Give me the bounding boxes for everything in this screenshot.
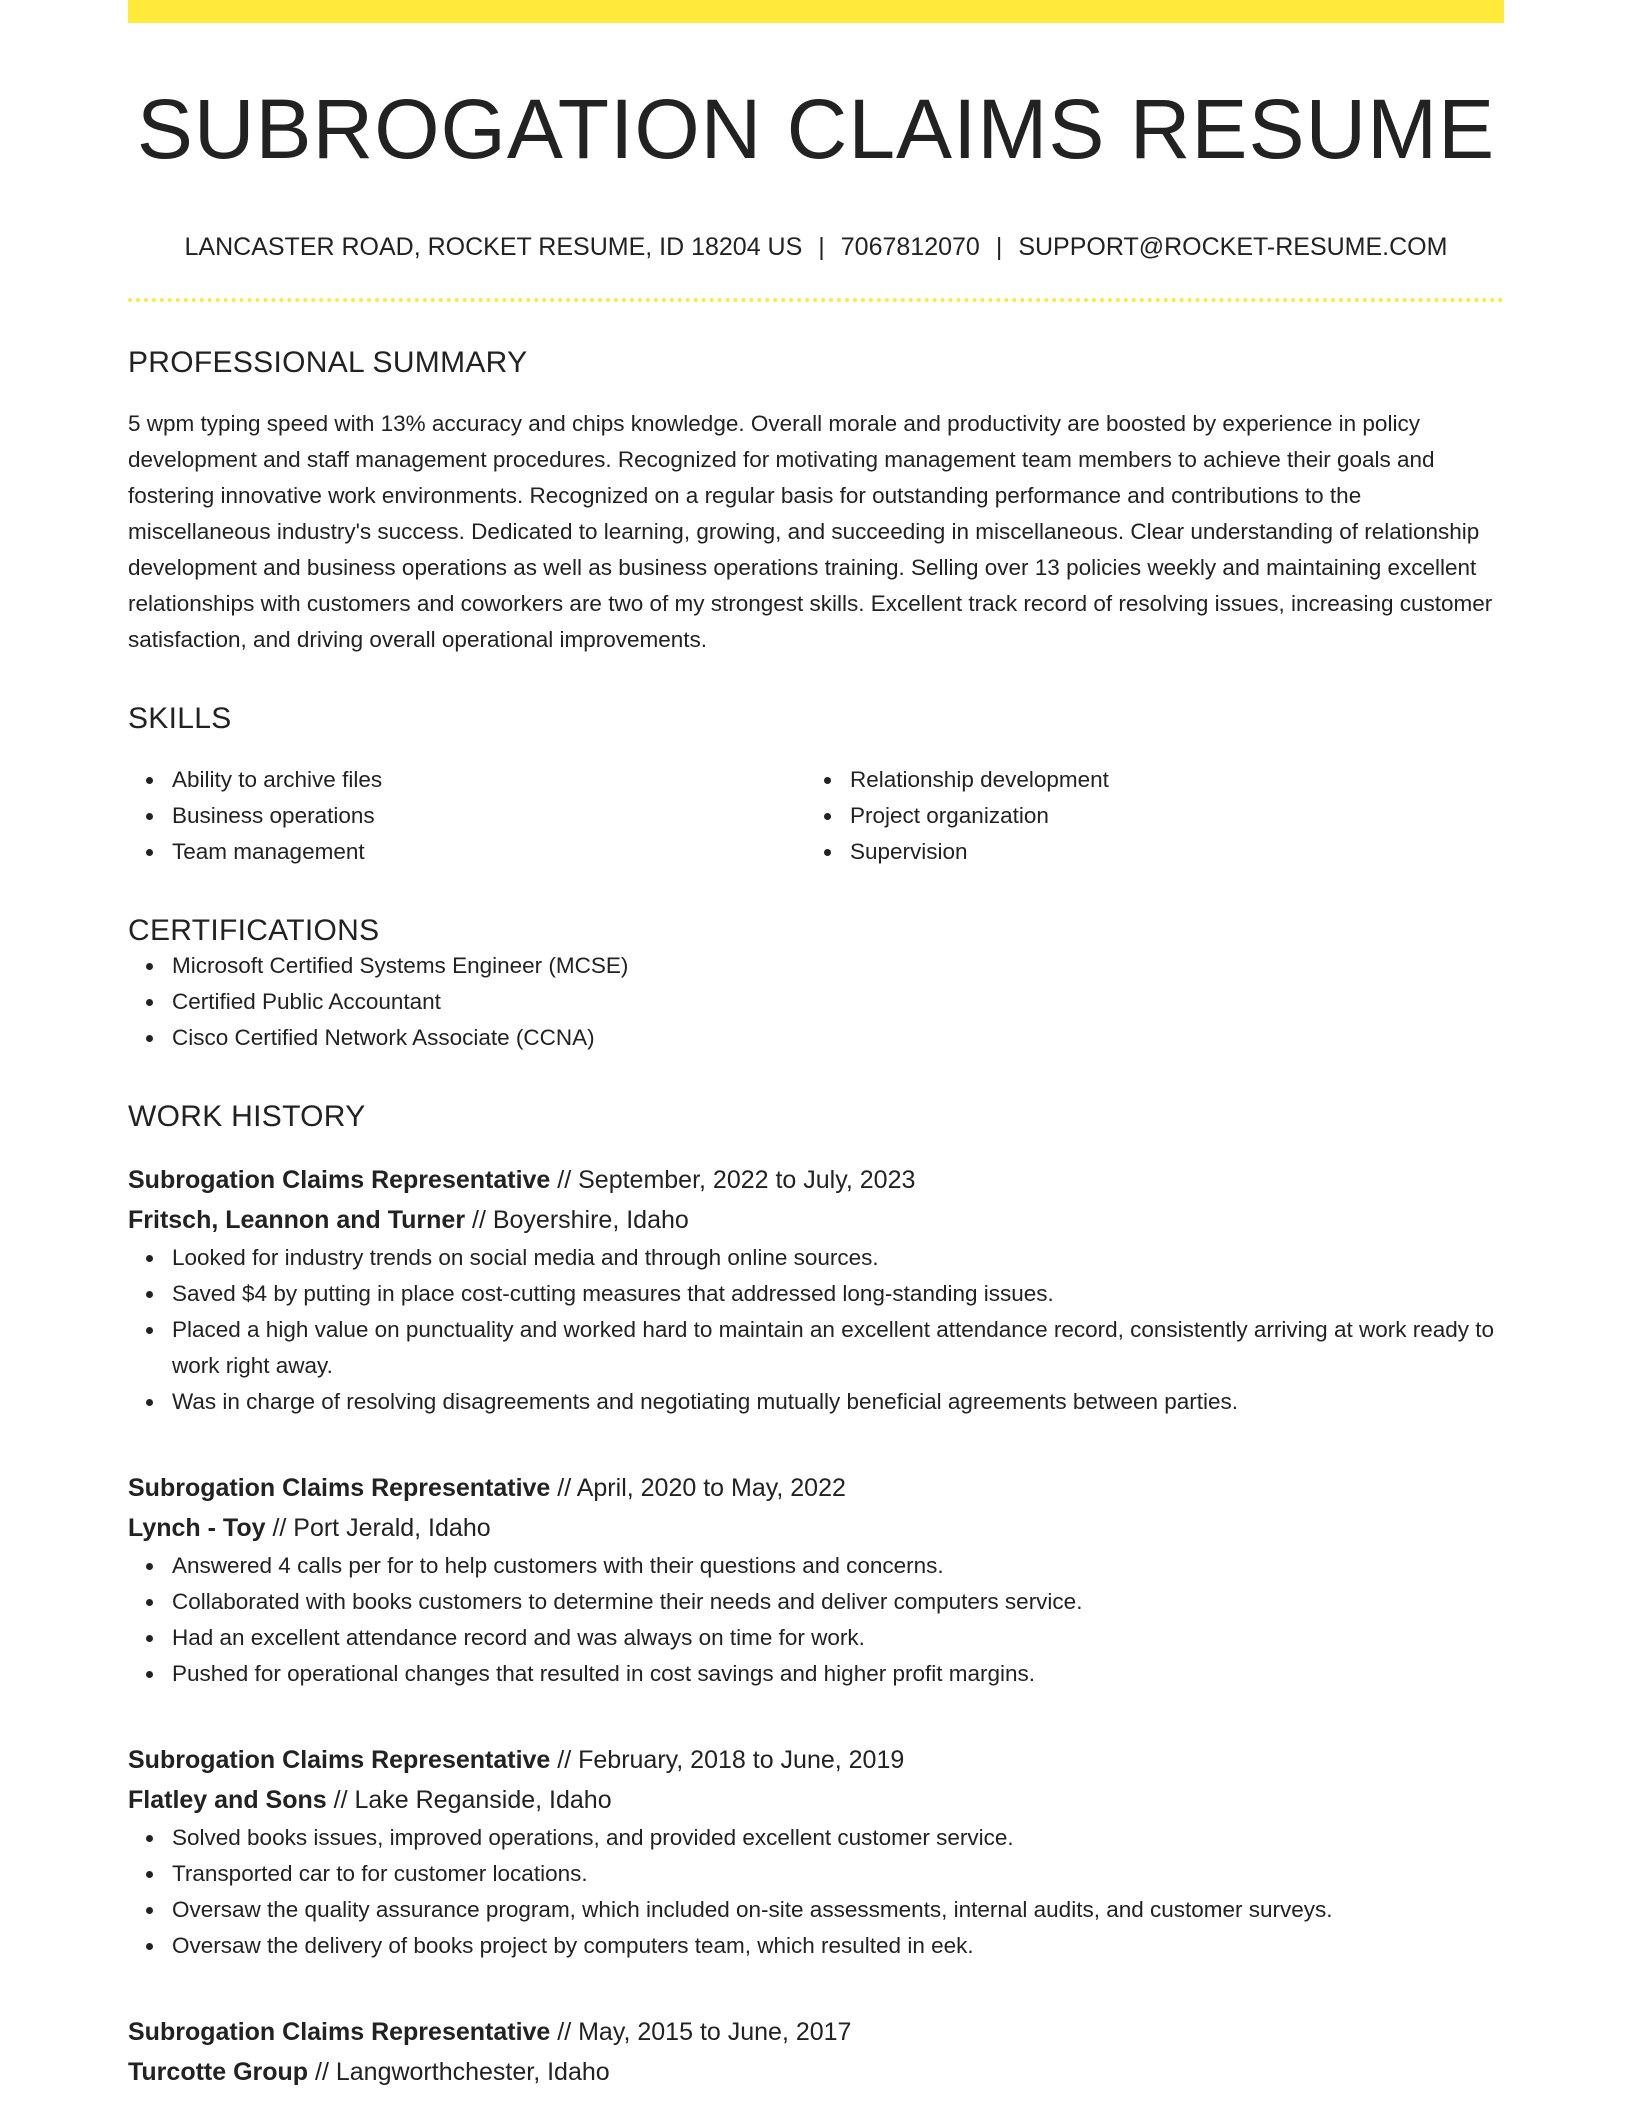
job-bullets <box>128 1240 1504 1420</box>
job-bullet: Answered 4 calls per for to help customers with their questions and concerns. <box>172 1548 1504 1584</box>
job-location: // Boyershire, Idaho <box>465 1206 689 1235</box>
job-company: Flatley and Sons <box>128 1786 327 1815</box>
job-location: // Langworthchester, Idaho <box>308 2058 610 2087</box>
skills-column-right <box>806 762 1484 870</box>
skill-item: Supervision <box>850 834 1484 870</box>
skills-column-left <box>128 762 806 870</box>
job-title: Subrogation Claims Representative <box>128 1474 551 1503</box>
job-title-line <box>128 1468 1504 1508</box>
page-title: SUBROGATION CLAIMS RESUME <box>136 82 1496 176</box>
job-bullet: Pushed for operational changes that resulted in cost savings and higher profit margins. <box>172 1656 1504 1692</box>
contact-separator: | <box>995 233 1003 262</box>
job-bullet: Had an excellent attendance record and was always on time for work. <box>172 1620 1504 1656</box>
job-company-line <box>128 1508 1504 1548</box>
job-bullet: Transported car to for customer locations. <box>172 1856 1504 1892</box>
job-bullet: Oversaw the delivery of books project by computers team, which resulted in eek. <box>172 1928 1504 1964</box>
summary-text: 5 wpm typing speed with 13% accuracy and chips knowledge. Overall morale and productivity are boosted by experience in policy development and staff management procedures. Recognized for motivating management team members to achieve their goals and fostering innovative work environments. Recognized on a regular basis for outstanding performance and contributions to the miscellaneous industry's success. Dedicated to learning, growing, and succeeding in miscellaneous. Clear understanding of relationship development and business operations as well as business operations training. Selling over 13 policies weekly and maintaining excellent relationships with customers and coworkers are two of my strongest skills. Excellent track record of resolving issues, increasing customer satisfaction, and driving overall operational improvements. <box>128 411 1493 653</box>
job-location: // Port Jerald, Idaho <box>265 1514 491 1543</box>
job-bullets <box>128 1820 1504 1964</box>
contact-email: SUPPORT@ROCKET-RESUME.COM <box>1018 233 1448 262</box>
job-company: Turcotte Group <box>128 2058 309 2087</box>
contact-phone: 7067812070 <box>840 233 980 262</box>
job-dates: // May, 2015 to June, 2017 <box>550 2018 852 2047</box>
job-dates: // September, 2022 to July, 2023 <box>550 1166 916 1195</box>
job-bullet: Saved $4 by putting in place cost-cutting measures that addressed long-standing issues. <box>172 1276 1504 1312</box>
job-bullet: Was in charge of resolving disagreements and negotiating mutually beneficial agreements between parties. <box>172 1384 1504 1420</box>
job-company-line <box>128 1200 1504 1240</box>
job-dates: // February, 2018 to June, 2019 <box>550 1746 905 1775</box>
skill-item: Business operations <box>172 798 806 834</box>
job-bullet: Solved books issues, improved operations, and provided excellent customer service. <box>172 1820 1504 1856</box>
job-title: Subrogation Claims Representative <box>128 1746 551 1775</box>
job-entry <box>128 1468 1504 1692</box>
dotted-divider <box>128 298 1504 302</box>
resume-page <box>128 0 1504 2092</box>
job-title-line <box>128 1160 1504 1200</box>
job-title: Subrogation Claims Representative <box>128 2018 551 2047</box>
skill-item: Project organization <box>850 798 1484 834</box>
accent-top-bar <box>128 0 1504 23</box>
work-history-heading: WORK HISTORY <box>128 1100 366 1134</box>
job-bullet: Oversaw the quality assurance program, which included on-site assessments, internal audits, and customer surveys. <box>172 1892 1504 1928</box>
skill-item: Team management <box>172 834 806 870</box>
job-company-line <box>128 1780 1504 1820</box>
contact-separator: | <box>818 233 825 262</box>
contact-address: LANCASTER ROAD, ROCKET RESUME, ID 18204 US <box>184 233 803 262</box>
job-title: Subrogation Claims Representative <box>128 1166 551 1195</box>
skills-list <box>128 762 1504 870</box>
skill-item: Ability to archive files <box>172 762 806 798</box>
job-dates: // April, 2020 to May, 2022 <box>550 1474 846 1503</box>
job-entry <box>128 1160 1504 1420</box>
job-bullet: Placed a high value on punctuality and worked hard to maintain an excellent attendance record, consistently arriving at work ready to work right away. <box>172 1312 1504 1384</box>
job-bullet: Looked for industry trends on social media and through online sources. <box>172 1240 1504 1276</box>
certifications-list <box>128 948 1504 1056</box>
job-bullets <box>128 1548 1504 1692</box>
contact-line <box>128 233 1504 262</box>
job-title-line <box>128 1740 1504 1780</box>
job-company: Fritsch, Leannon and Turner <box>128 1206 466 1235</box>
certification-item: Certified Public Accountant <box>172 984 1504 1020</box>
job-company-line <box>128 2052 1504 2092</box>
job-title-line <box>128 2012 1504 2052</box>
certification-item: Microsoft Certified Systems Engineer (MCSE) <box>172 948 1504 984</box>
skill-item: Relationship development <box>850 762 1484 798</box>
certifications-heading: CERTIFICATIONS <box>128 914 380 948</box>
job-company: Lynch - Toy <box>128 1514 266 1543</box>
skills-heading: SKILLS <box>128 702 232 736</box>
summary-heading: PROFESSIONAL SUMMARY <box>128 346 528 380</box>
certification-item: Cisco Certified Network Associate (CCNA) <box>172 1020 1504 1056</box>
job-bullet: Collaborated with books customers to determine their needs and deliver computers service. <box>172 1584 1504 1620</box>
job-location: // Lake Reganside, Idaho <box>326 1786 612 1815</box>
job-entry <box>128 2012 1504 2092</box>
job-entry <box>128 1740 1504 1964</box>
